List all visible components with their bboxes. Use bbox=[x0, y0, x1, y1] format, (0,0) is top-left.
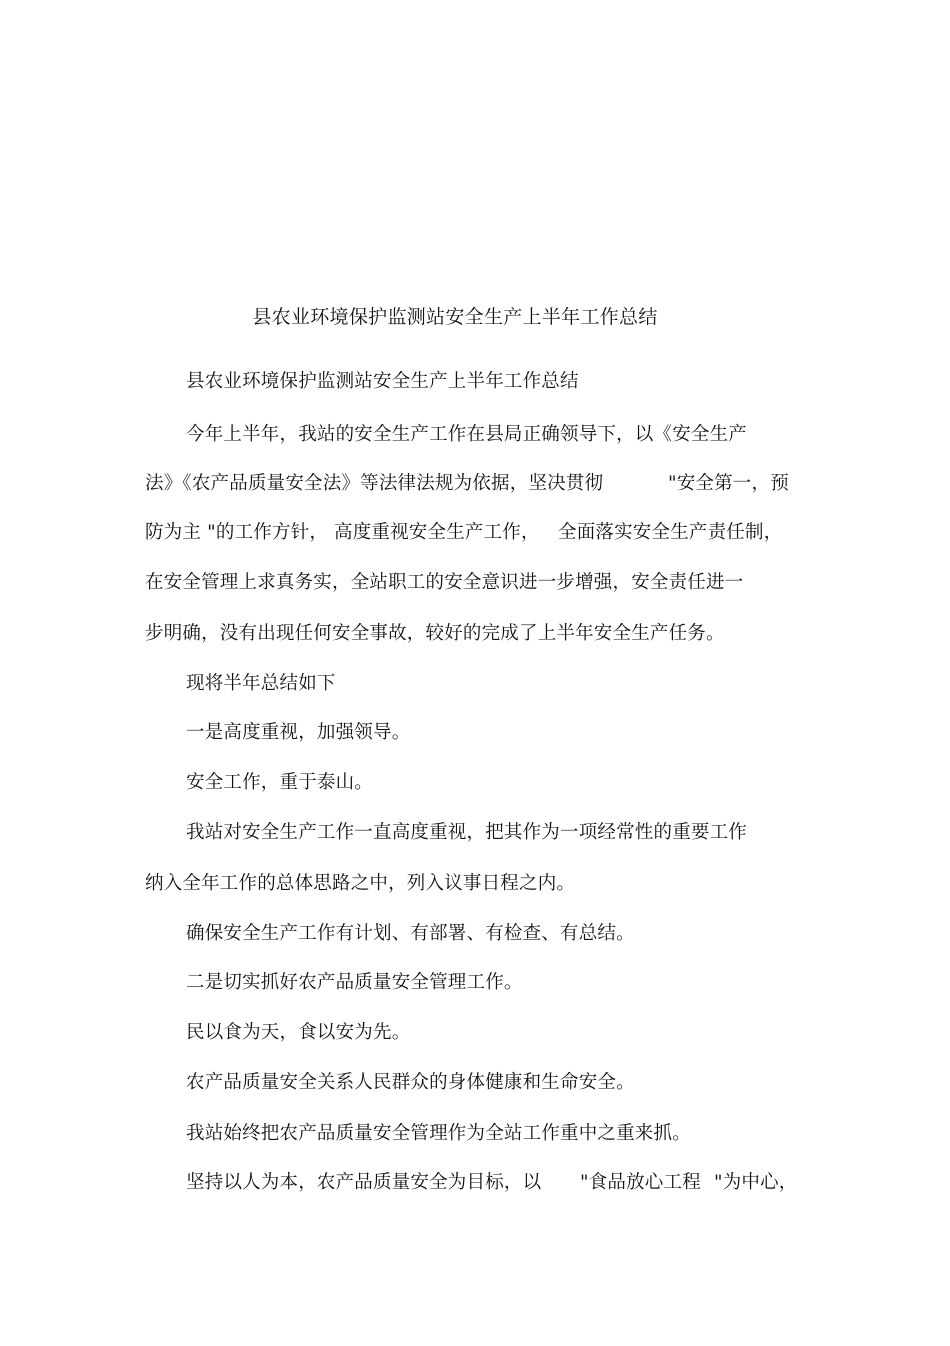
paragraph-line: 民以食为天，食以安为先。 bbox=[186, 1022, 411, 1043]
paragraph-line: "安全第一，预 bbox=[668, 473, 789, 494]
paragraph-line: 今年上半年，我站的安全生产工作在县局正确领导下，以《安全生产 bbox=[186, 424, 748, 445]
document-title: 县农业环境保护监测站安全生产上半年工作总结 bbox=[252, 306, 658, 328]
paragraph-line: 安全工作，重于泰山。 bbox=[186, 772, 374, 793]
paragraph-line: 二是切实抓好农产品质量安全管理工作。 bbox=[186, 972, 523, 993]
paragraph-line: 确保安全生产工作有计划、有部署、有检查、有总结。 bbox=[186, 923, 635, 944]
paragraph-line: 高度重视安全生产工作， bbox=[334, 522, 540, 543]
paragraph-line: 纳入全年工作的总体思路之中，列入议事日程之内。 bbox=[145, 873, 576, 894]
paragraph-line: "为中心， bbox=[714, 1172, 798, 1193]
paragraph-line: 我站对安全生产工作一直高度重视，把其作为一项经常性的重要工作 bbox=[186, 822, 748, 843]
paragraph-line: 我站始终把农产品质量安全管理作为全站工作重中之重来抓。 bbox=[186, 1123, 691, 1144]
paragraph-line: 法》《农产品质量安全法》等法律法规为依据，坚决贯彻 bbox=[145, 473, 604, 494]
paragraph-line: 在安全管理上求真务实，全站职工的安全意识进一步增强，安全责任进一 bbox=[145, 572, 744, 593]
paragraph-line: 全面落实安全生产责任制， bbox=[558, 522, 783, 543]
paragraph-line: 坚持以人为本，农产品质量安全为目标，以 bbox=[186, 1172, 542, 1193]
paragraph-line: 一是高度重视，加强领导。 bbox=[186, 722, 411, 743]
paragraph-line: "食品放心工程 bbox=[580, 1172, 701, 1193]
paragraph-line: 农产品质量安全关系人民群众的身体健康和生命安全。 bbox=[186, 1072, 635, 1093]
paragraph-line: 防为主 "的工作方针， bbox=[145, 522, 329, 543]
paragraph-line: 现将半年总结如下 bbox=[186, 673, 336, 694]
paragraph-line: 县农业环境保护监测站安全生产上半年工作总结 bbox=[186, 371, 579, 392]
paragraph-line: 步明确，没有出现任何安全事故，较好的完成了上半年安全生产任务。 bbox=[145, 623, 725, 644]
